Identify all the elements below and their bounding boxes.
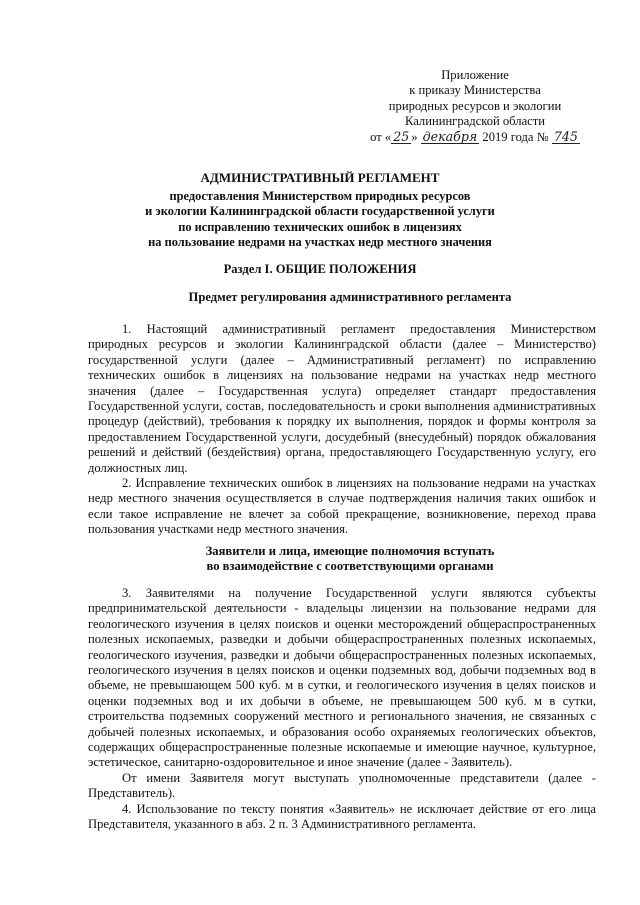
- date-prefix: от «: [370, 129, 392, 144]
- appendix-line-2: к приказу Министерства: [409, 83, 541, 98]
- appendix-line-3: природных ресурсов и экологии: [388, 98, 562, 113]
- handwritten-day: 25: [393, 128, 410, 144]
- regulation-title: АДМИНИСТРАТИВНЫЙ РЕГЛАМЕНТ: [200, 170, 440, 185]
- paragraph-1: 1. Настоящий административный регламент предоставления Министерством природных ресурсов и экологии Калининградской области (далее – Министерство) государственной услуги (далее – Административный регламент) по исправлению технических ошибок в лицензиях на пользование недрами на участках недр местного значения (далее – Государственная услуга) определяет стандарт предоставления Государственной услуги, состав, последовательность и сроки выполнения административных процедур (действий), требования к порядку их выполнения, порядок и формы контроля за предоставлением Государственной услуги, досудебный (внесудебный) порядок обжалования решений и действий (бездействия) органа, предоставляющего Государственную услугу, его должностных лиц.: [88, 322, 596, 475]
- handwritten-month: декабря: [422, 128, 478, 144]
- paragraph-representative: От имени Заявителя могут выступать уполномоченные представители (далее - Представитель).: [88, 770, 596, 801]
- section-body-b: [88, 586, 596, 833]
- appendix-block: [360, 68, 590, 145]
- date-quote-close: »: [411, 129, 418, 144]
- title-line-4: на пользование недрами на участках недр местного значения: [148, 234, 492, 249]
- applicants-heading-line-2: во взаимодействие с соответствующими органами: [206, 559, 494, 574]
- paragraph-3: 3. Заявителями на получение Государственной услуги являются субъекты предпринимательской деятельности - владельцы лицензии на пользование недрами для геологического изучения в целях поисков и оценки месторождений общераспространенных полезных ископаемых, разведки и добычи общераспространенных полезных ископаемых, геологического изучения, разведки и добычи общераспространенных полезных ископаемых, геологического изучения в целях поисков и оценки подземных вод, добычи подземных вод в объеме, не превышающем 500 куб. м в сутки, и геологического изучения в целях поисков и оценки подземных вод и их добычи в объеме, не превышающем 500 куб. м в сутки, строительства подземных сооружений местного и регионального значения, не связанных с добычей полезных ископаемых, и образования особо охраняемых геологических объектов, содержащих общераспространенные полезные ископаемые и имеющие научное, культурное, эстетическое, санитарно-оздоровительное и иное значение (далее - Заявитель).: [88, 586, 596, 770]
- applicants-heading-line-1: Заявители и лица, имеющие полномочия вступать: [205, 544, 495, 558]
- title-line-1: предоставления Министерством природных ресурсов: [169, 189, 471, 204]
- order-date-line: [360, 130, 590, 145]
- section-heading: Раздел I. ОБЩИЕ ПОЛОЖЕНИЯ: [223, 262, 417, 276]
- section-subheading: Предмет регулирования административного регламента: [188, 290, 512, 304]
- applicants-heading: [90, 544, 610, 575]
- handwritten-order-number: 745: [553, 128, 578, 144]
- year-text: 2019 года №: [482, 129, 549, 144]
- regulation-title-block: [60, 170, 580, 250]
- title-line-2: и экологии Калининградской области государственной услуги: [145, 204, 495, 219]
- appendix-line-1: Приложение: [441, 68, 509, 82]
- section-body-a: [88, 322, 596, 538]
- paragraph-2: 2. Исправление технических ошибок в лицензиях на пользование недрами на участках недр местного значения осуществляется в случае подтверждения наличия таких ошибок и если такое исправление не влечет за собой прекращение, возникновение, переход права пользования участками недр местного значения.: [88, 476, 596, 537]
- appendix-line-4: Калининградской области: [405, 114, 545, 129]
- title-line-3: по исправлению технических ошибок в лицензиях: [178, 219, 462, 234]
- paragraph-4: 4. Использование по тексту понятия «Заявитель» не исключает действие от его лица Представителя, указанного в абз. 2 п. 3 Административного регламента.: [88, 801, 596, 832]
